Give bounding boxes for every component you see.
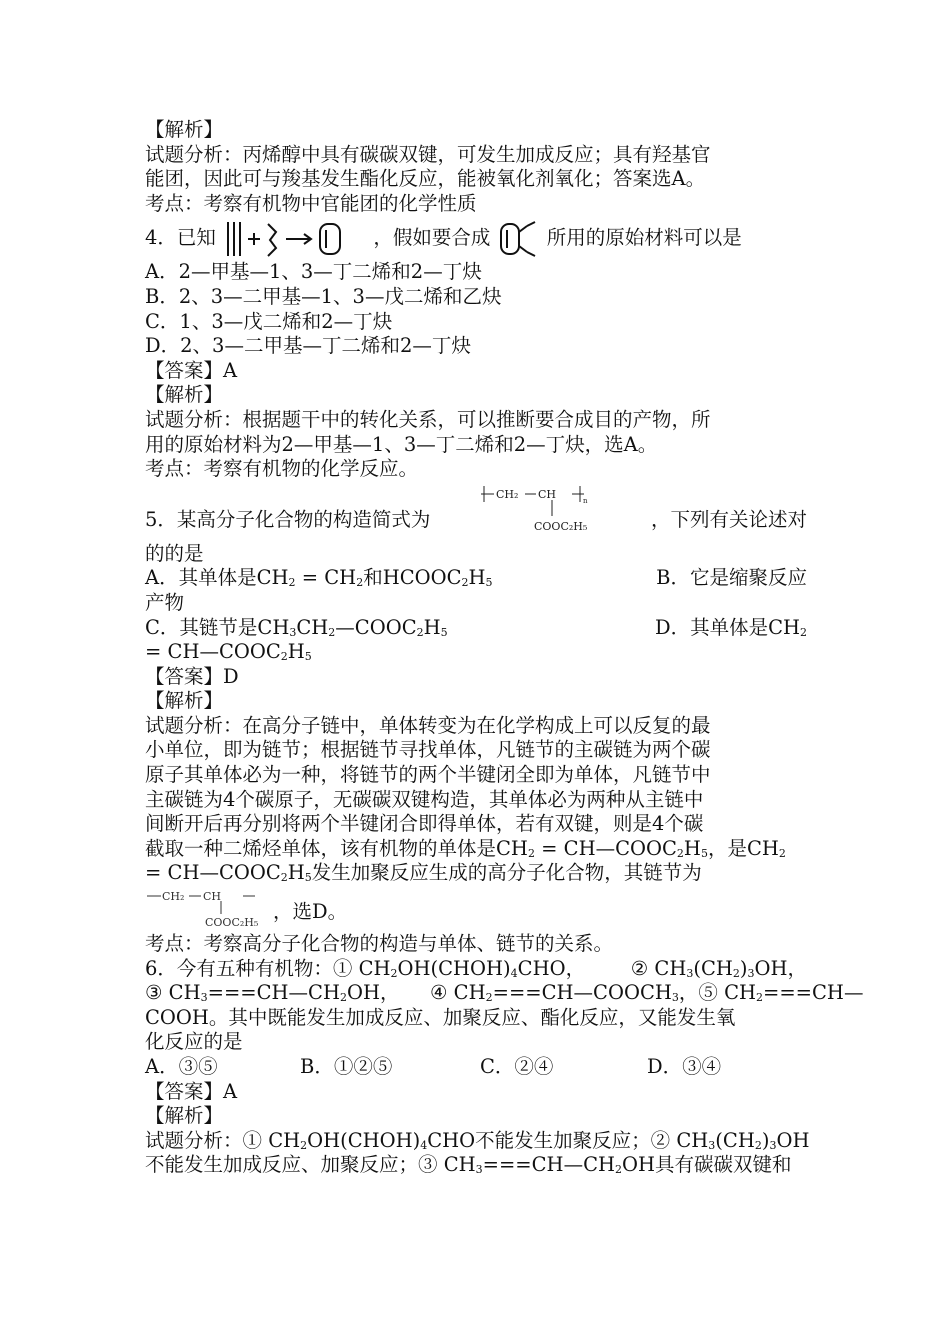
key-point: 考点：考察有机物中官能团的化学性质	[145, 191, 477, 215]
chain-unit-line: CH₂ CH COOC₂H₅ ，选D。	[145, 886, 807, 932]
option-d: D．其单体是$CH_2$	[654, 615, 807, 639]
option-a: A．其单体是$CH_2 = CH_2$和$HCOOC_2H_5$ B．它是缩聚反应	[145, 566, 807, 590]
option-c: C．1、3—戊二烯和2—丁炔	[145, 309, 393, 333]
polymer-structure-icon	[480, 484, 610, 536]
section-heading: 【解析】	[145, 689, 224, 713]
analysis-text: 试题分析：① $CH_2OH(CHOH)_4CHO$不能发生加聚反应；② $CH_3(CH_2)_3OH$	[145, 1128, 810, 1152]
chain-unit-structure-icon	[145, 886, 273, 930]
analysis-text: 原子其单体必为一种，将链节的两个半键闭全即为单体，凡链节中	[145, 763, 711, 787]
key-point: 考点：考察有机物的化学反应。	[145, 457, 419, 481]
answer-label: 【答案】A	[145, 1079, 238, 1103]
option-d: D．③④	[647, 1055, 722, 1078]
options-row	[145, 1055, 807, 1080]
question-5-stem-cont: 的的是	[145, 541, 204, 565]
option-a: A．③⑤	[145, 1055, 218, 1078]
option-d-cont: = $CH—COOC_2H_5$	[145, 640, 312, 664]
svg-text:CH: CH	[538, 487, 557, 501]
analysis-text: 不能发生加成反应、加聚反应；③ $CH_3===CH—CH_2OH$具有碳碳双键和	[145, 1153, 792, 1177]
section-heading: 【解析】	[145, 383, 224, 407]
question-6-stem: ③ $CH_3===CH—CH_2OH$， ④ $CH_2===CH—COOCH_3$，⑤ $CH_2===CH—$	[145, 981, 864, 1005]
option-c: C．其链节是$CH_3CH_2—COOC_2H_5$ D．其单体是$CH_2$	[145, 615, 807, 639]
option-b: B．2、3—二甲基—1、3—戊二烯和乙炔	[145, 284, 502, 308]
svg-text:CH₂: CH₂	[162, 890, 185, 904]
option-d: D．2、3—二甲基—丁二烯和2—丁炔	[145, 334, 471, 358]
section-heading: 【解析】	[145, 1104, 224, 1128]
analysis-text: 试题分析：丙烯醇中具有碳碳双键，可发生加成反应；具有羟基官	[145, 142, 711, 166]
option-b-cont: 产物	[145, 590, 185, 614]
target-product-icon	[497, 218, 541, 260]
section-heading: 【解析】	[145, 118, 224, 141]
analysis-text: 小单位，即为链节；根据链节寻找单体，凡链节的主碳链为两个碳	[145, 738, 711, 762]
svg-text:COOC₂H₅: COOC₂H₅	[534, 519, 588, 533]
option-a: A．2—甲基—1、3—丁二烯和2—丁炔	[145, 260, 482, 284]
document-page	[145, 118, 864, 1178]
option-b: B．①②⑤	[300, 1055, 393, 1078]
svg-text:COOC₂H₅: COOC₂H₅	[205, 916, 259, 930]
analysis-text: 间断开后再分别将两个半键闭合即得单体，若有双键，则是4个碳	[145, 812, 704, 836]
key-point: 考点：考察高分子化合物的构造与单体、链节的关系。	[145, 932, 614, 956]
question-6-stem: COOH。其中既能发生加成反应、加聚反应、酯化反应，又能发生氧	[145, 1005, 736, 1029]
analysis-text: 截取一种二烯烃单体，该有机物的单体是$CH_2$ = $CH—COOC_2H_5$，是$CH_2$	[145, 836, 786, 860]
analysis-text: 试题分析：在高分子链中，单体转变为在化学构成上可以反复的最	[145, 713, 711, 737]
question-6-stem: 化反应的是	[145, 1030, 243, 1054]
question-6-stem: 6．今有五种有机物：① $CH_2OH(CHOH)_4CHO$， ② $CH_3(CH_2)_3OH$，	[145, 956, 807, 980]
svg-text:CH₂: CH₂	[496, 487, 519, 501]
svg-text:n: n	[583, 496, 588, 505]
answer-label: 【答案】D	[145, 664, 239, 688]
option-b: B．它是缩聚反应	[656, 566, 807, 590]
option-c: C．②④	[480, 1055, 554, 1078]
diels-alder-reaction-icon	[222, 218, 367, 260]
question-4-stem: 4．已知 ，假如要合成 所用的原始材料可以是	[145, 216, 807, 260]
svg-text:CH: CH	[203, 890, 222, 904]
analysis-text: 用的原始材料为2—甲基—1、3—丁二烯和2—丁炔，选A。	[145, 432, 658, 456]
analysis-text: 试题分析：根据题干中的转化关系，可以推断要合成目的产物，所	[145, 407, 711, 431]
analysis-text: 主碳链为4个碳原子，无碳碳双键构造，其单体必为两种从主链中	[145, 787, 704, 811]
analysis-text: = $CH—COOC_2H_5$发生加聚反应生成的高分子化合物，其链节为	[145, 861, 702, 885]
question-5-stem: 5．某高分子化合物的构造简式为 CH₂ CH n COOC₂H₅ ，下列有关论述对	[145, 482, 807, 542]
answer-label: 【答案】A	[145, 358, 238, 382]
analysis-text: 能团，因此可与羧基发生酯化反应，能被氧化剂氧化；答案选A。	[145, 167, 706, 191]
